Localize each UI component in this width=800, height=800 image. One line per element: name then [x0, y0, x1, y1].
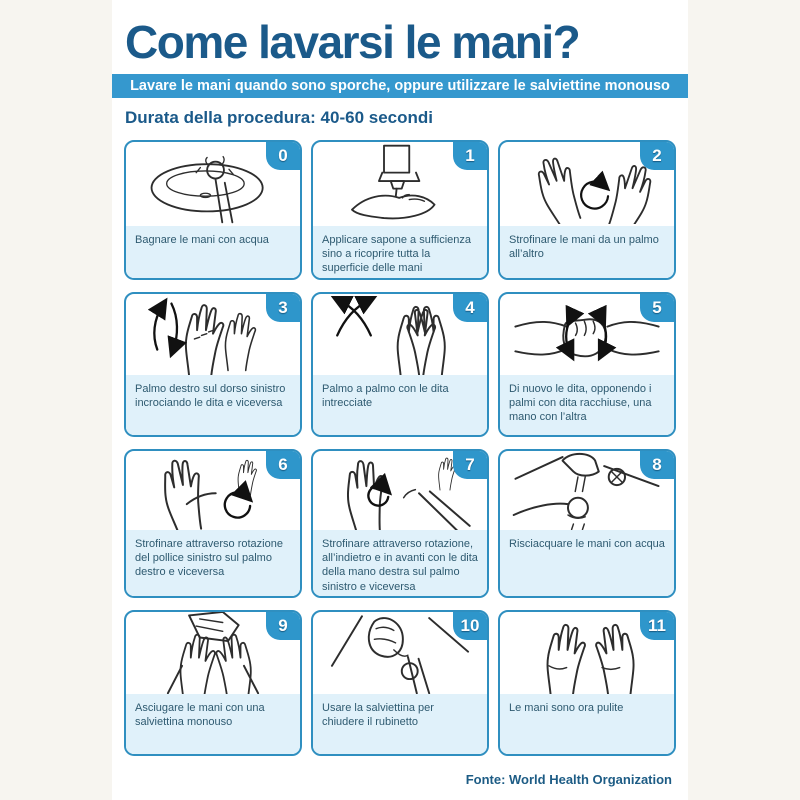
- step-caption: Palmo a palmo con le dita intrecciate: [313, 375, 487, 435]
- step-card-6: [124, 449, 302, 598]
- step-caption: Strofinare attraverso rotazione del pollice sinistro sul palmo destro e viceversa: [126, 530, 300, 596]
- step-number-badge: 2: [640, 142, 674, 170]
- steps-grid: [112, 140, 688, 756]
- page-title: Come lavarsi le mani?: [125, 16, 580, 68]
- step-number-badge: 8: [640, 451, 674, 479]
- step-caption: Usare la salviettina per chiudere il rubinetto: [313, 694, 487, 754]
- step-number-badge: 5: [640, 294, 674, 322]
- step-card-7: [311, 449, 489, 598]
- step-number-badge: 4: [453, 294, 487, 322]
- duration-text: Durata della procedura: 40-60 secondi: [125, 108, 433, 128]
- step-number-badge: 9: [266, 612, 300, 640]
- step-card-3: [124, 292, 302, 437]
- step-caption: Strofinare attraverso rotazione, all’indietro e in avanti con le dita della mano destra sul palmo sinistro e viceversa: [313, 530, 487, 596]
- step-caption: Le mani sono ora pulite: [500, 694, 674, 754]
- step-card-0: [124, 140, 302, 280]
- step-card-5: [498, 292, 676, 437]
- step-card-2: [498, 140, 676, 280]
- step-number-badge: 10: [453, 612, 487, 640]
- step-caption: Asciugare le mani con una salviettina monouso: [126, 694, 300, 754]
- source-credit: Fonte: World Health Organization: [465, 772, 672, 787]
- step-number-badge: 1: [453, 142, 487, 170]
- step-caption: Di nuovo le dita, opponendo i palmi con dita racchiuse, una mano con l’altra: [500, 375, 674, 435]
- step-number-badge: 0: [266, 142, 300, 170]
- step-card-4: [311, 292, 489, 437]
- handwashing-poster: [112, 0, 688, 800]
- step-number-badge: 7: [453, 451, 487, 479]
- step-caption: Applicare sapone a sufficienza sino a ricoprire tutta la superficie delle mani: [313, 226, 487, 278]
- step-card-9: [124, 610, 302, 756]
- step-caption: Bagnare le mani con acqua: [126, 226, 300, 278]
- step-caption: Palmo destro sul dorso sinistro incrociando le dita e viceversa: [126, 375, 300, 435]
- step-card-10: [311, 610, 489, 756]
- step-number-badge: 6: [266, 451, 300, 479]
- step-caption: Risciacquare le mani con acqua: [500, 530, 674, 596]
- step-number-badge: 3: [266, 294, 300, 322]
- step-card-1: [311, 140, 489, 280]
- step-caption: Strofinare le mani da un palmo all’altro: [500, 226, 674, 278]
- step-number-badge: 11: [640, 612, 674, 640]
- step-card-11: [498, 610, 676, 756]
- subtitle-banner: Lavare le mani quando sono sporche, oppure utilizzare le salviettine monouso: [112, 74, 688, 98]
- step-card-8: [498, 449, 676, 598]
